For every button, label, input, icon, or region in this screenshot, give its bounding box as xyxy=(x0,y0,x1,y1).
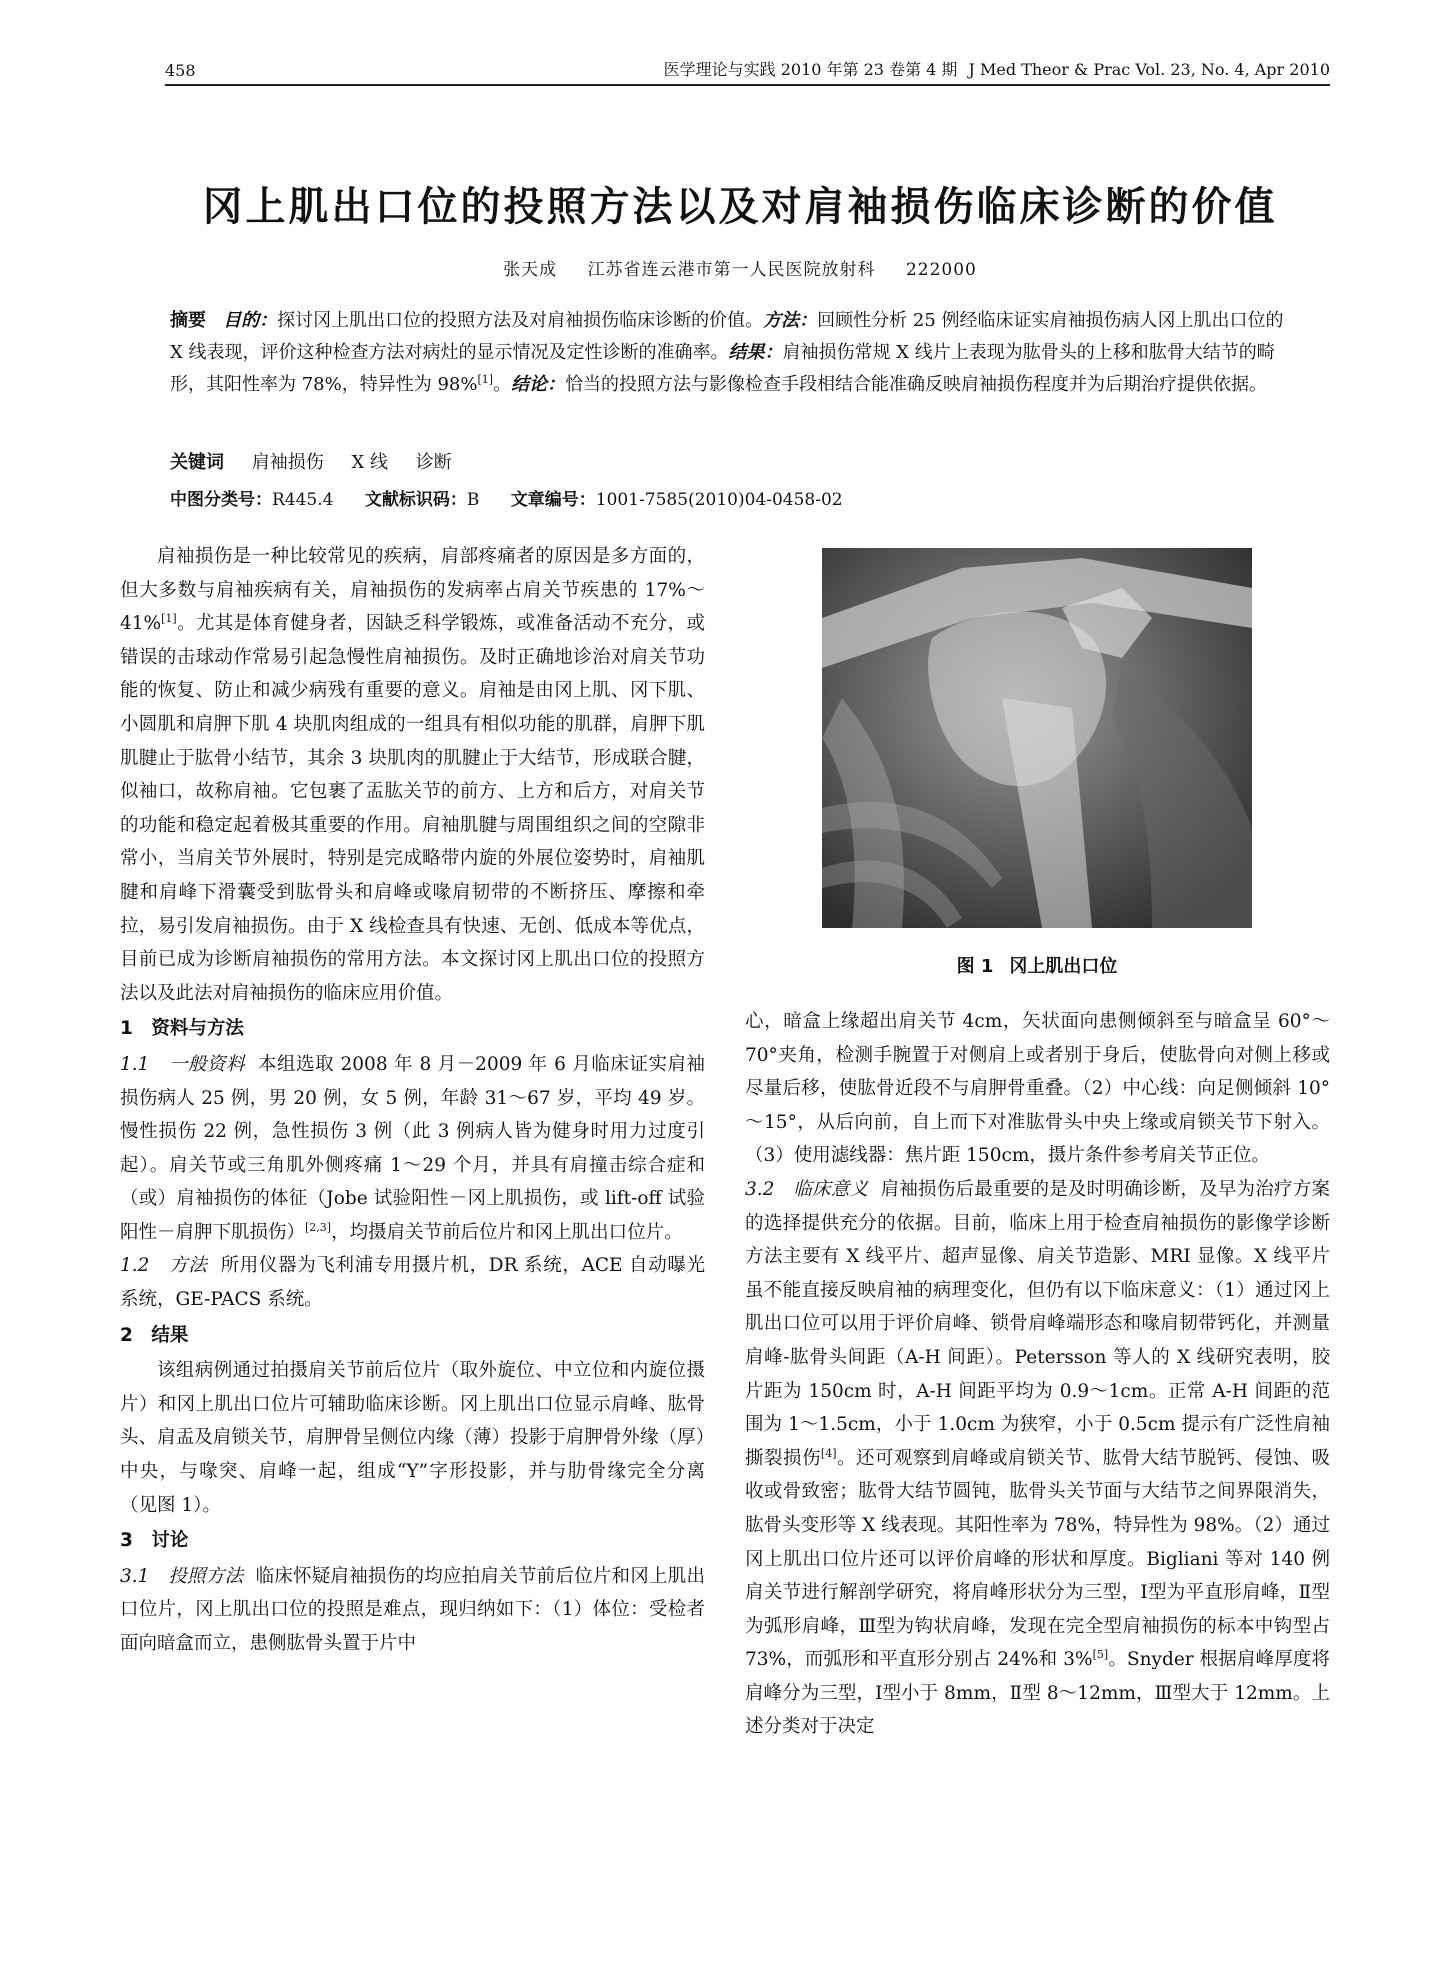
result-text: 肩袖损伤常规 X 线片上表现为肱骨头的上移和肱骨大结节的畸形，其阳性率为 78%，特异性为 98% xyxy=(170,342,1275,395)
keyword: 肩袖损伤 xyxy=(251,452,324,473)
keyword: X 线 xyxy=(351,452,389,473)
citation-ref: [2,3] xyxy=(305,1220,332,1234)
method-continued: 心，暗盒上缘超出肩关节 4cm，矢状面向患侧倾斜至与暗盒呈 60°～70°夹角，检测手腕置于对侧肩上或者别于身后，使肱骨向对侧上移或尽量后移，使肱骨近段不与肩胛骨重叠。（2）中心线：向足侧倾斜 10°～15°，从后向前，自上而下对准肱骨头中央上缘或肩锁关节下射入。（3）使用滤线器：焦片距 150cm，摄片条件参考肩关节正位。 xyxy=(745,1011,1330,1167)
keyword: 诊断 xyxy=(415,452,452,473)
subsection-text-end: ，均摄肩关节前后位片和冈上肌出口位片。 xyxy=(331,1221,683,1243)
subsection-3-1 xyxy=(120,1560,705,1661)
article-number-label: 文章编号： xyxy=(510,490,596,510)
right-column xyxy=(745,1005,1330,1744)
subsection-text: 临床怀疑肩袖损伤的均应拍肩关节前后位片和冈上肌出口位片，冈上肌出口位的投照是难点，现归纳如下：（1）体位：受检者面向暗盒而立，患侧肱骨头置于片中 xyxy=(120,1565,705,1654)
journal-citation xyxy=(658,57,1330,80)
objective-text: 探讨冈上肌出口位的投照方法及对肩袖损伤临床诊断的价值。 xyxy=(277,310,764,331)
doc-code-label: 文献标识码： xyxy=(364,490,467,510)
classification-line xyxy=(170,485,1295,510)
section-heading: 3 讨论 xyxy=(120,1530,189,1552)
citation-ref: [4] xyxy=(820,1446,837,1460)
intro-paragraph xyxy=(120,540,705,1010)
results-paragraph: 该组病例通过拍摄肩关节前后位片（取外旋位、中立位和内旋位摄片）和冈上肌出口位片可辅助临床诊断。冈上肌出口位显示肩峰、肱骨头、肩盂及肩锁关节，肩胛骨呈侧位内缘（薄）投影于肩胛骨外缘（厚）中央，与喙突、肩峰一起，组成“Y”字形投影，并与肋骨缘完全分离（见图 1）。 xyxy=(120,1360,705,1516)
article-title: 冈上肌出口位的投照方法以及对肩袖损伤临床诊断的价值 xyxy=(202,184,1278,230)
postcode: 222000 xyxy=(905,260,977,280)
subsection-3-2 xyxy=(745,1173,1330,1744)
shoulder-xray-image xyxy=(822,548,1252,928)
subsection-text-cont: 。还可观察到肩峰或肩锁关节、肱骨大结节脱钙、侵蚀、吸收或骨致密；肱骨大结节圆钝，肱骨头关节面与大结节之间界限消失，肱骨头变形等 X 线表现。其阳性率为 78%，特异性为 98%。（2）通过冈上肌出口位片还可以评价肩峰的形状和厚度。Bigliani 等对 140 例肩关节进行解剖学研究，将肩峰形状分为三型，Ⅰ型为平直形肩峰，Ⅱ型为弧形肩峰，Ⅲ型为钩状肩峰，发现在完全型肩袖损伤的标本中钩型占 73%，而弧形和平直形分别占 24%和 3% xyxy=(745,1447,1330,1671)
conclusion-text: 恰当的投照方法与影像检查手段相结合能准确反映肩袖损伤程度并为后期治疗提供依据。 xyxy=(565,374,1268,395)
article-number: 1001-7585(2010)04-0458-02 xyxy=(595,490,843,510)
subsection-text: 本组选取 2008 年 8 月－2009 年 6 月临床证实肩袖损伤病人 25 例，男 20 例，女 5 例，年龄 31～67 岁，平均 49 岁。慢性损伤 22 例，急性损伤 3 例（此 3 例病人皆为健身时用力过度引起）。肩关节或三角肌外侧疼痛 1～29 个月，并具有肩撞击综合症和（或）肩袖损伤的体征（Jobe 试验阳性－冈上肌损伤，或 lift-off 试验阳性－肩胛下肌损伤） xyxy=(120,1053,706,1243)
subsection-label: 1.1 一般资料 xyxy=(120,1053,246,1075)
intro-text: 肩袖损伤是一种比较常见的疾病，肩部疼痛者的原因是多方面的，但大多数与肩袖疾病有关，肩袖损伤的发病率占肩关节疾患的 17%～41% xyxy=(120,546,705,635)
keywords xyxy=(170,448,1295,474)
running-header xyxy=(165,50,1330,86)
subsection-label: 3.2 临床意义 xyxy=(745,1178,869,1200)
left-column xyxy=(120,540,705,1661)
author-line xyxy=(150,255,1330,280)
xray-figure xyxy=(822,548,1252,928)
subsection-text: 所用仪器为飞利浦专用摄片机，DR 系统，ACE 自动曝光系统，GE-PACS 系统。 xyxy=(120,1255,706,1311)
page-number: 458 xyxy=(165,61,196,80)
intro-text-cont: 。尤其是体育健身者，因缺乏科学锻炼，或准备活动不充分，或错误的击球动作常易引起急慢性肩袖损伤。及时正确地诊治对肩关节功能的恢复、防止和减少病残有重要的意义。肩袖是由冈上肌、冈下肌、小圆肌和肩胛下肌 4 块肌肉组成的一组具有相似功能的肌群，肩胛下肌肌腱止于肱骨小结节，其余 3 块肌肉的肌腱止于大结节，形成联合腱，似袖口，故称肩袖。它包裹了盂肱关节的前方、上方和后方，对肩关节的功能和稳定起着极其重要的作用。肩袖肌腱与周围组织之间的空隙非常小，当肩关节外展时，特别是完成略带内旋的外展位姿势时，肩袖肌腱和肩峰下滑囊受到肱骨头和肩峰或喙肩韧带的不断挤压、摩擦和牵拉，易引发肩袖损伤。由于 X 线检查具有快速、无创、低成本等优点，目前已成为诊断肩袖损伤的常用方法。本文探讨冈上肌出口位的投照方法以及此法对肩袖损伤的临床应用价值。 xyxy=(120,613,705,1004)
citation-ref: [5] xyxy=(1092,1648,1109,1662)
subsection-label: 3.1 投照方法 xyxy=(120,1565,244,1587)
subsection-label: 1.2 方法 xyxy=(120,1255,208,1277)
clc-code: R445.4 xyxy=(272,490,334,510)
keywords-label: 关键词 xyxy=(170,452,224,473)
section-heading: 1 资料与方法 xyxy=(120,1018,244,1040)
author-name: 张天成 xyxy=(503,260,558,280)
section-heading: 2 结果 xyxy=(120,1324,189,1346)
punctuation: 。 xyxy=(493,374,512,395)
author-affiliation: 江苏省连云港市第一人民医院放射科 xyxy=(587,260,876,280)
result-label: 结果： xyxy=(728,342,783,363)
subsection-text-end: 。Snyder 根据肩峰厚度将肩峰分为三型，Ⅰ型小于 8mm，Ⅱ型 8～12mm，Ⅲ型大于 12mm。上述分类对于决定 xyxy=(745,1649,1330,1738)
method-label: 方法： xyxy=(763,310,818,331)
subsection-text: 肩袖损伤后最重要的是及时明确诊断，及早为治疗方案的选择提供充分的依据。目前，临床上用于检查肩袖损伤的影像学诊断方法主要有 X 线平片、超声显像、肩关节造影、MRI 显像。X 线平片虽不能直接反映肩袖的病理变化，但仍有以下临床意义：（1）通过冈上肌出口位可以用于评价肩峰、锁骨肩峰端形态和喙肩韧带钙化，并测量肩峰-肱骨头间距（A-H 间距）。Petersson 等人的 X 线研究表明，胶片距为 150cm 时，A-H 间距平均为 0.9～1cm。正常 A-H 间距的范围为 1～1.5cm，小于 1.0cm 为狭窄，小于 0.5cm 提示有广泛性肩袖撕裂损伤 xyxy=(745,1178,1330,1469)
figure-caption xyxy=(822,952,1252,978)
objective-label: 目的： xyxy=(223,310,278,331)
abstract xyxy=(170,305,1295,401)
method-text: 回顾性分析 25 例经临床证实肩袖损伤病人冈上肌出口位的 X 线表现，评价这种检查方法对病灶的显示情况及定性诊断的准确率。 xyxy=(170,310,1284,363)
clc-label: 中图分类号： xyxy=(170,490,272,510)
citation-ref: [1] xyxy=(161,612,177,626)
citation-ref: [1] xyxy=(477,373,494,386)
journal-name-en: J Med Theor & Prac Vol. 23, No. 4, Apr 2010 xyxy=(968,60,1330,79)
subsection-1-1 xyxy=(120,1048,705,1250)
abstract-label: 摘要 xyxy=(170,310,206,331)
figure-label: 图 1 xyxy=(956,956,994,977)
journal-name-cn: 医学理论与实践 2010 年第 23 卷第 4 期 xyxy=(663,60,958,79)
conclusion-label: 结论： xyxy=(511,374,566,395)
figure-caption-text: 冈上肌出口位 xyxy=(1009,956,1118,977)
subsection-1-2 xyxy=(120,1249,705,1316)
doc-code: B xyxy=(466,490,480,510)
